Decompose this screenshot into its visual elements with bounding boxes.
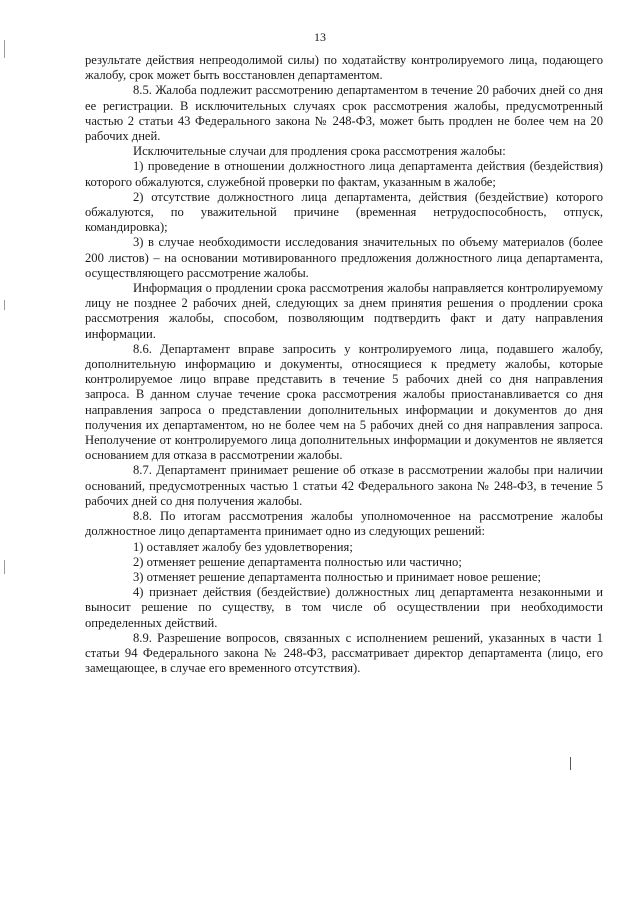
list-item: 1) оставляет жалобу без удовлетворения; <box>133 539 353 554</box>
paragraph: 8.8. По итогам рассмотрения жалобы уполномоченное на рассмотрение жалобы должностное лицо департамента принимает одно из следующих решений: <box>85 509 603 539</box>
scan-edge-mark <box>4 40 5 58</box>
document-body <box>85 53 603 676</box>
margin-mark <box>570 757 571 770</box>
list-item: 2) отсутствие должностного лица департамента, действия (бездействие) которого обжалуются, по уважительной причине (временная нетрудоспособность, отпуск, командировка); <box>85 189 603 235</box>
paragraph: 8.5. Жалоба подлежит рассмотрению департаментом в течение 20 рабочих дней со дня ее регистрации. В исключительных случаях срок рассмотрения жалобы, предусмотренный частью 2 статьи 43 Федерального закона № 248-ФЗ, может быть продлен не более чем на 20 рабочих дней. <box>85 83 603 144</box>
paragraph: результате действия непреодолимой силы) по ходатайству контролируемого лица, подающего жалобу, срок может быть восстановлен департаментом. <box>85 53 603 83</box>
list-item: 3) в случае необходимости исследования значительных по объему материалов (более 200 листов) – на основании мотивированного предложения должностного лица департамента, осуществляющего рассмотрение жалобы. <box>85 235 603 280</box>
page-number: 13 <box>314 30 326 44</box>
list-item: 1) проведение в отношении должностного лица департамента действия (бездействия) которого обжалуются, служебной проверки по фактам, указанным в жалобе; <box>85 159 603 189</box>
paragraph: Информация о продлении срока рассмотрения жалобы направляется контролируемому лицу не позднее 2 рабочих дней, следующих за днем принятия решения о продлении срока рассмотрения жалобы, способом, позволяющим подтвердить факт и дату направления информации. <box>85 281 603 341</box>
paragraph: Исключительные случаи для продления срока рассмотрения жалобы: <box>133 144 506 159</box>
list-item: 3) отменяет решение департамента полностью и принимает новое решение; <box>133 569 541 584</box>
scan-edge-mark <box>4 560 5 574</box>
list-item: 4) признает действия (бездействие) должностных лиц департамента незаконными и выносит решение по существу, в том числе об осуществлении при необходимости определенных действий. <box>85 585 603 630</box>
scan-edge-mark <box>4 300 5 310</box>
paragraph: 8.9. Разрешение вопросов, связанных с исполнением решений, указанных в части 1 статьи 94 Федерального закона № 248-ФЗ, рассматривает директор департамента (лицо, его замещающее, в случае его временного отсутствия). <box>85 630 603 676</box>
paragraph: 8.7. Департамент принимает решение об отказе в рассмотрении жалобы при наличии оснований, предусмотренных частью 1 статьи 42 Федерального закона № 248-ФЗ, в течение 5 рабочих дней со дня получения жалобы. <box>85 463 603 508</box>
paragraph: 8.6. Департамент вправе запросить у контролируемого лица, подавшего жалобу, дополнительную информацию и документы, относящиеся к предмету жалобы, которые контролируемое лицо вправе представить в течение 5 рабочих дней со дня направления запроса. В данном случае течение срока рассмотрения жалобы приостанавливается со дня направления запроса о представлении дополнительных информации и документов до дня получения их департаментом, но не более чем на 5 рабочих дней со дня направления запроса. Неполучение от контролируемого лица дополнительных информации и документов не является основанием для отказа в рассмотрении жалобы. <box>85 341 603 463</box>
list-item: 2) отменяет решение департамента полностью или частично; <box>133 554 462 569</box>
